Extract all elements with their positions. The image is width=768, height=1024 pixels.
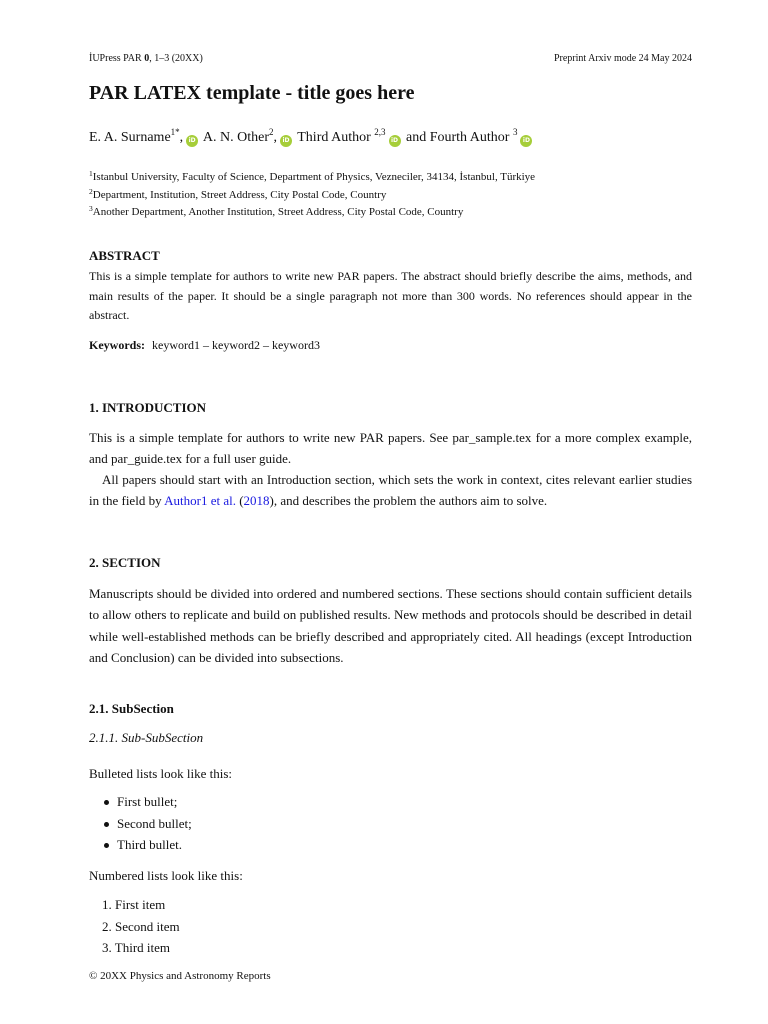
affiliation: $^1$Istanbul University, Faculty of Science, Department of Physics, Vezneciler, 34134, İstanbul, Türkiye — [89, 169, 536, 183]
subsubsection-heading: 2.1.1. Sub-SubSection — [89, 730, 204, 745]
paper-title: PAR LATEX template - title goes here — [89, 82, 415, 104]
section-heading-introduction: 1. INTRODUCTION — [89, 400, 207, 415]
bullet-icon — [104, 800, 109, 805]
copyright-footer: © 20XX Physics and Astronomy Reports — [89, 970, 271, 982]
list-item: 3. Third item — [102, 940, 171, 955]
subsection-heading: 2.1. SubSection — [89, 701, 174, 716]
list-item: 2. Second item — [102, 918, 180, 934]
affiliations — [89, 169, 535, 222]
author: A. N. Other$^2$, — [202, 127, 277, 145]
author: E. A. Surname$^{1*}$, — [89, 127, 184, 145]
bullets-intro: Bulleted lists look like this: — [89, 766, 232, 781]
journal-reference: İUPress PAR 0, 1–3 (20XX) — [89, 53, 203, 64]
introduction-paragraph-2: All papers should start with an Introduction section, which sets the work in context, cites relevant earlier studies in the field by Author1 et al. (2018), and describes the problem the authors aim to solve. — [89, 472, 692, 509]
bullet-icon — [104, 822, 109, 827]
author: and Fourth Author $^3$ — [406, 127, 518, 145]
section-paragraph: Manuscripts should be divided into ordered and numbered sections. These sections should contain sufficient details to allow others to replicate and build on published results. New methods and protocols should be described in detail while well-established methods can be briefly described and appropriately cited. All headings (except Introduction and Conclusion) can be divided into subsections. — [89, 586, 692, 666]
list-item: 1. First item — [102, 897, 166, 912]
section-heading-section: 2. SECTION — [89, 555, 161, 570]
list-item: First bullet; — [89, 791, 192, 813]
paper-page — [89, 0, 692, 1024]
abstract-heading: ABSTRACT — [89, 248, 160, 263]
orcid-icon[interactable]: iD — [186, 135, 198, 147]
list-item: Second bullet; — [89, 813, 192, 835]
affiliation: $^2$Department, Institution, Street Address, City Postal Code, Country — [89, 186, 387, 201]
preprint-date: Preprint Arxiv mode 24 May 2024 — [553, 53, 692, 64]
author: Third Author $^{2,3}$ — [297, 127, 386, 145]
keywords-list: keyword1 – keyword2 – keyword3 — [152, 338, 320, 352]
bulleted-list — [89, 791, 192, 856]
orcid-icon[interactable]: iD — [389, 135, 401, 147]
bullet-icon — [104, 843, 109, 848]
author-list — [89, 127, 534, 147]
journal-volume: 0 — [144, 53, 150, 64]
keywords-label: Keywords: — [89, 338, 145, 352]
list-item: Third bullet. — [89, 834, 192, 856]
numbers-intro: Numbered lists look like this: — [89, 868, 243, 883]
abstract-text: This is a simple template for authors to write new PAR papers. The abstract should briefly describe the aims, methods, and main results of the paper. It should be a single paragraph not more than 300 words. No references should appear in the abstract. — [89, 269, 692, 322]
affiliation: $^3$Another Department, Another Institution, Street Address, City Postal Code, Country — [89, 204, 464, 218]
keywords — [89, 338, 320, 353]
orcid-icon[interactable]: iD — [280, 135, 292, 147]
orcid-icon[interactable]: iD — [520, 135, 532, 147]
introduction-paragraph-1: This is a simple template for authors to write new PAR papers. See par_sample.tex for a more complex example, and par_guide.tex for a full user guide. — [89, 430, 692, 467]
citation-author-link[interactable]: Author1 et al. — [164, 493, 236, 509]
citation-year-link[interactable]: 2018 — [243, 493, 270, 509]
numbered-list — [89, 894, 180, 959]
